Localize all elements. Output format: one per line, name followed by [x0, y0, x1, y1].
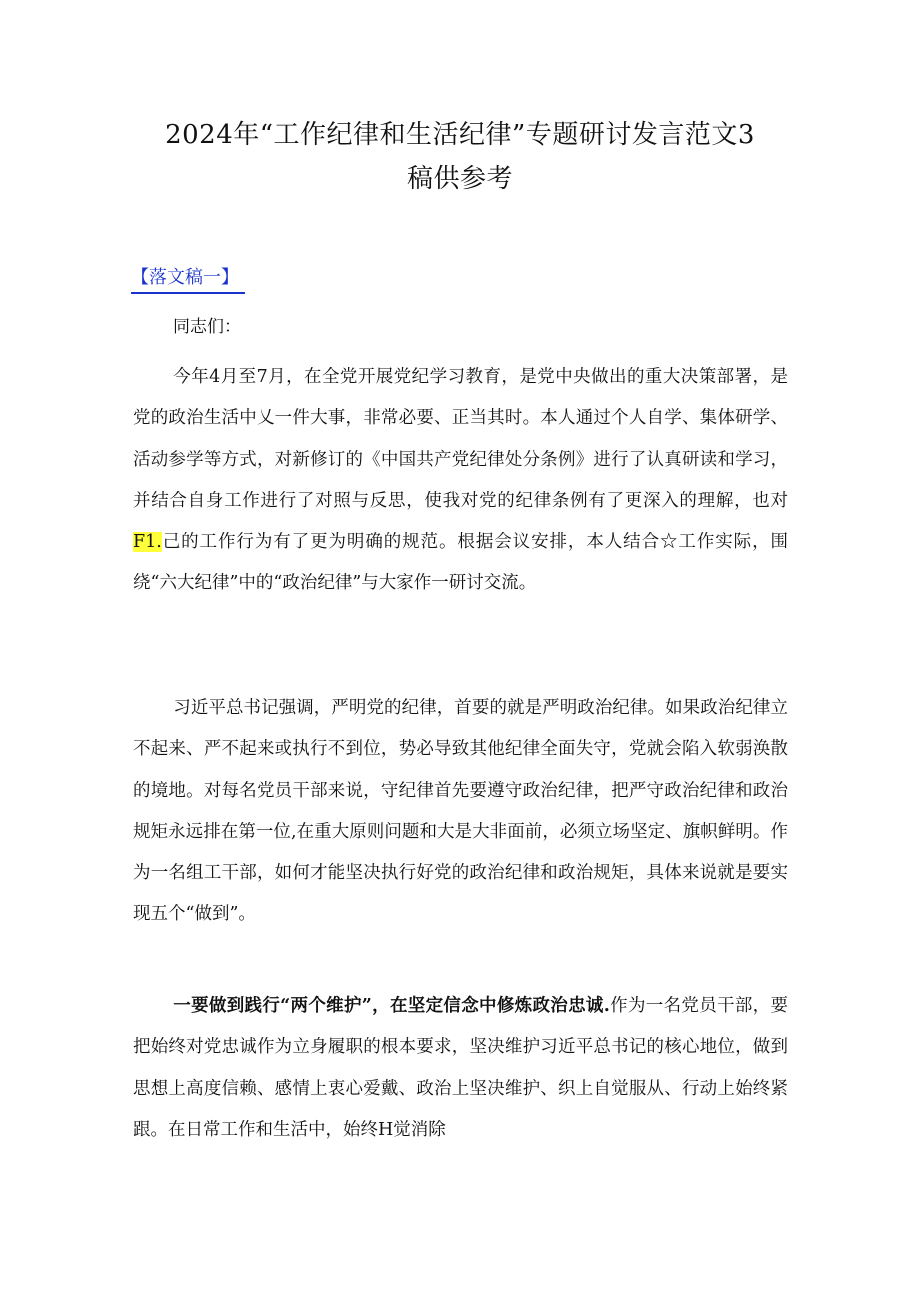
paragraph-3-body: 作为一名党员干部，要把始终对党忠诚作为立身履职的根本要求，坚决维护习近平总书记的核心地位，做到思想上高度信赖、感情上衷心爱戴、政治上坚决维护、织上自觉服从、行动上始终紧跟。在日常工作和生活中，始终H觉消除	[133, 996, 788, 1140]
title-line-2: 稿供参考	[406, 164, 513, 194]
section-heading-link[interactable]: 【落文稿一】	[131, 264, 245, 294]
highlighted-text: F1.	[133, 532, 162, 553]
paragraph-3	[133, 986, 788, 1151]
document-title	[100, 113, 820, 201]
paragraph-2: 习近平总书记强调，严明党的纪律，首要的就是严明政治纪律。如果政治纪律立不起来、严不起来或执行不到位，势必导致其他纪律全面失守，党就会陷入软弱涣散的境地。对每名党员干部来说，守纪律首先要遵守政治纪律，把严守政治纪律和政治规矩永远排在第一位,在重大原则问题和大是大非面前，必须立场坚定、旗帜鲜明。作为一名组工干部，如何才能坚决执行好党的政治纪律和政治规矩，具体来说就是要实现五个“做到”。	[133, 698, 788, 925]
title-line-1: 2024年“工作纪律和生活纪律”专题研讨发言范文3	[165, 120, 755, 150]
paragraph-1	[133, 357, 788, 605]
paragraph-1-part-a: 今年4月至7月，在全党开展党纪学习教育，是党中央做出的重大决策部署，是党的政治生活中乂一件大事，非常必要、正当其时。本人通过个人自学、集体研学、活动参学等方式，对新修订的《中国共产党纪律处分条例》进行了认真研读和学习，并结合自身工作进行了对照与反思，使我对党的纪律条例有了更深入的理解，也对	[133, 367, 788, 511]
salutation: 同志们：	[173, 317, 241, 337]
paragraph-3-bold-lead: 一要做到践行“两个维护”，在坚定信念中修炼政治忠诚.	[173, 996, 610, 1016]
paragraph-1-part-b: 己的工作行为有了更为明确的规范。根据会议安排，本人结合☆工作实际，围绕“六大纪律”中的“政治纪律”与大家作一研讨交流。	[133, 532, 788, 594]
